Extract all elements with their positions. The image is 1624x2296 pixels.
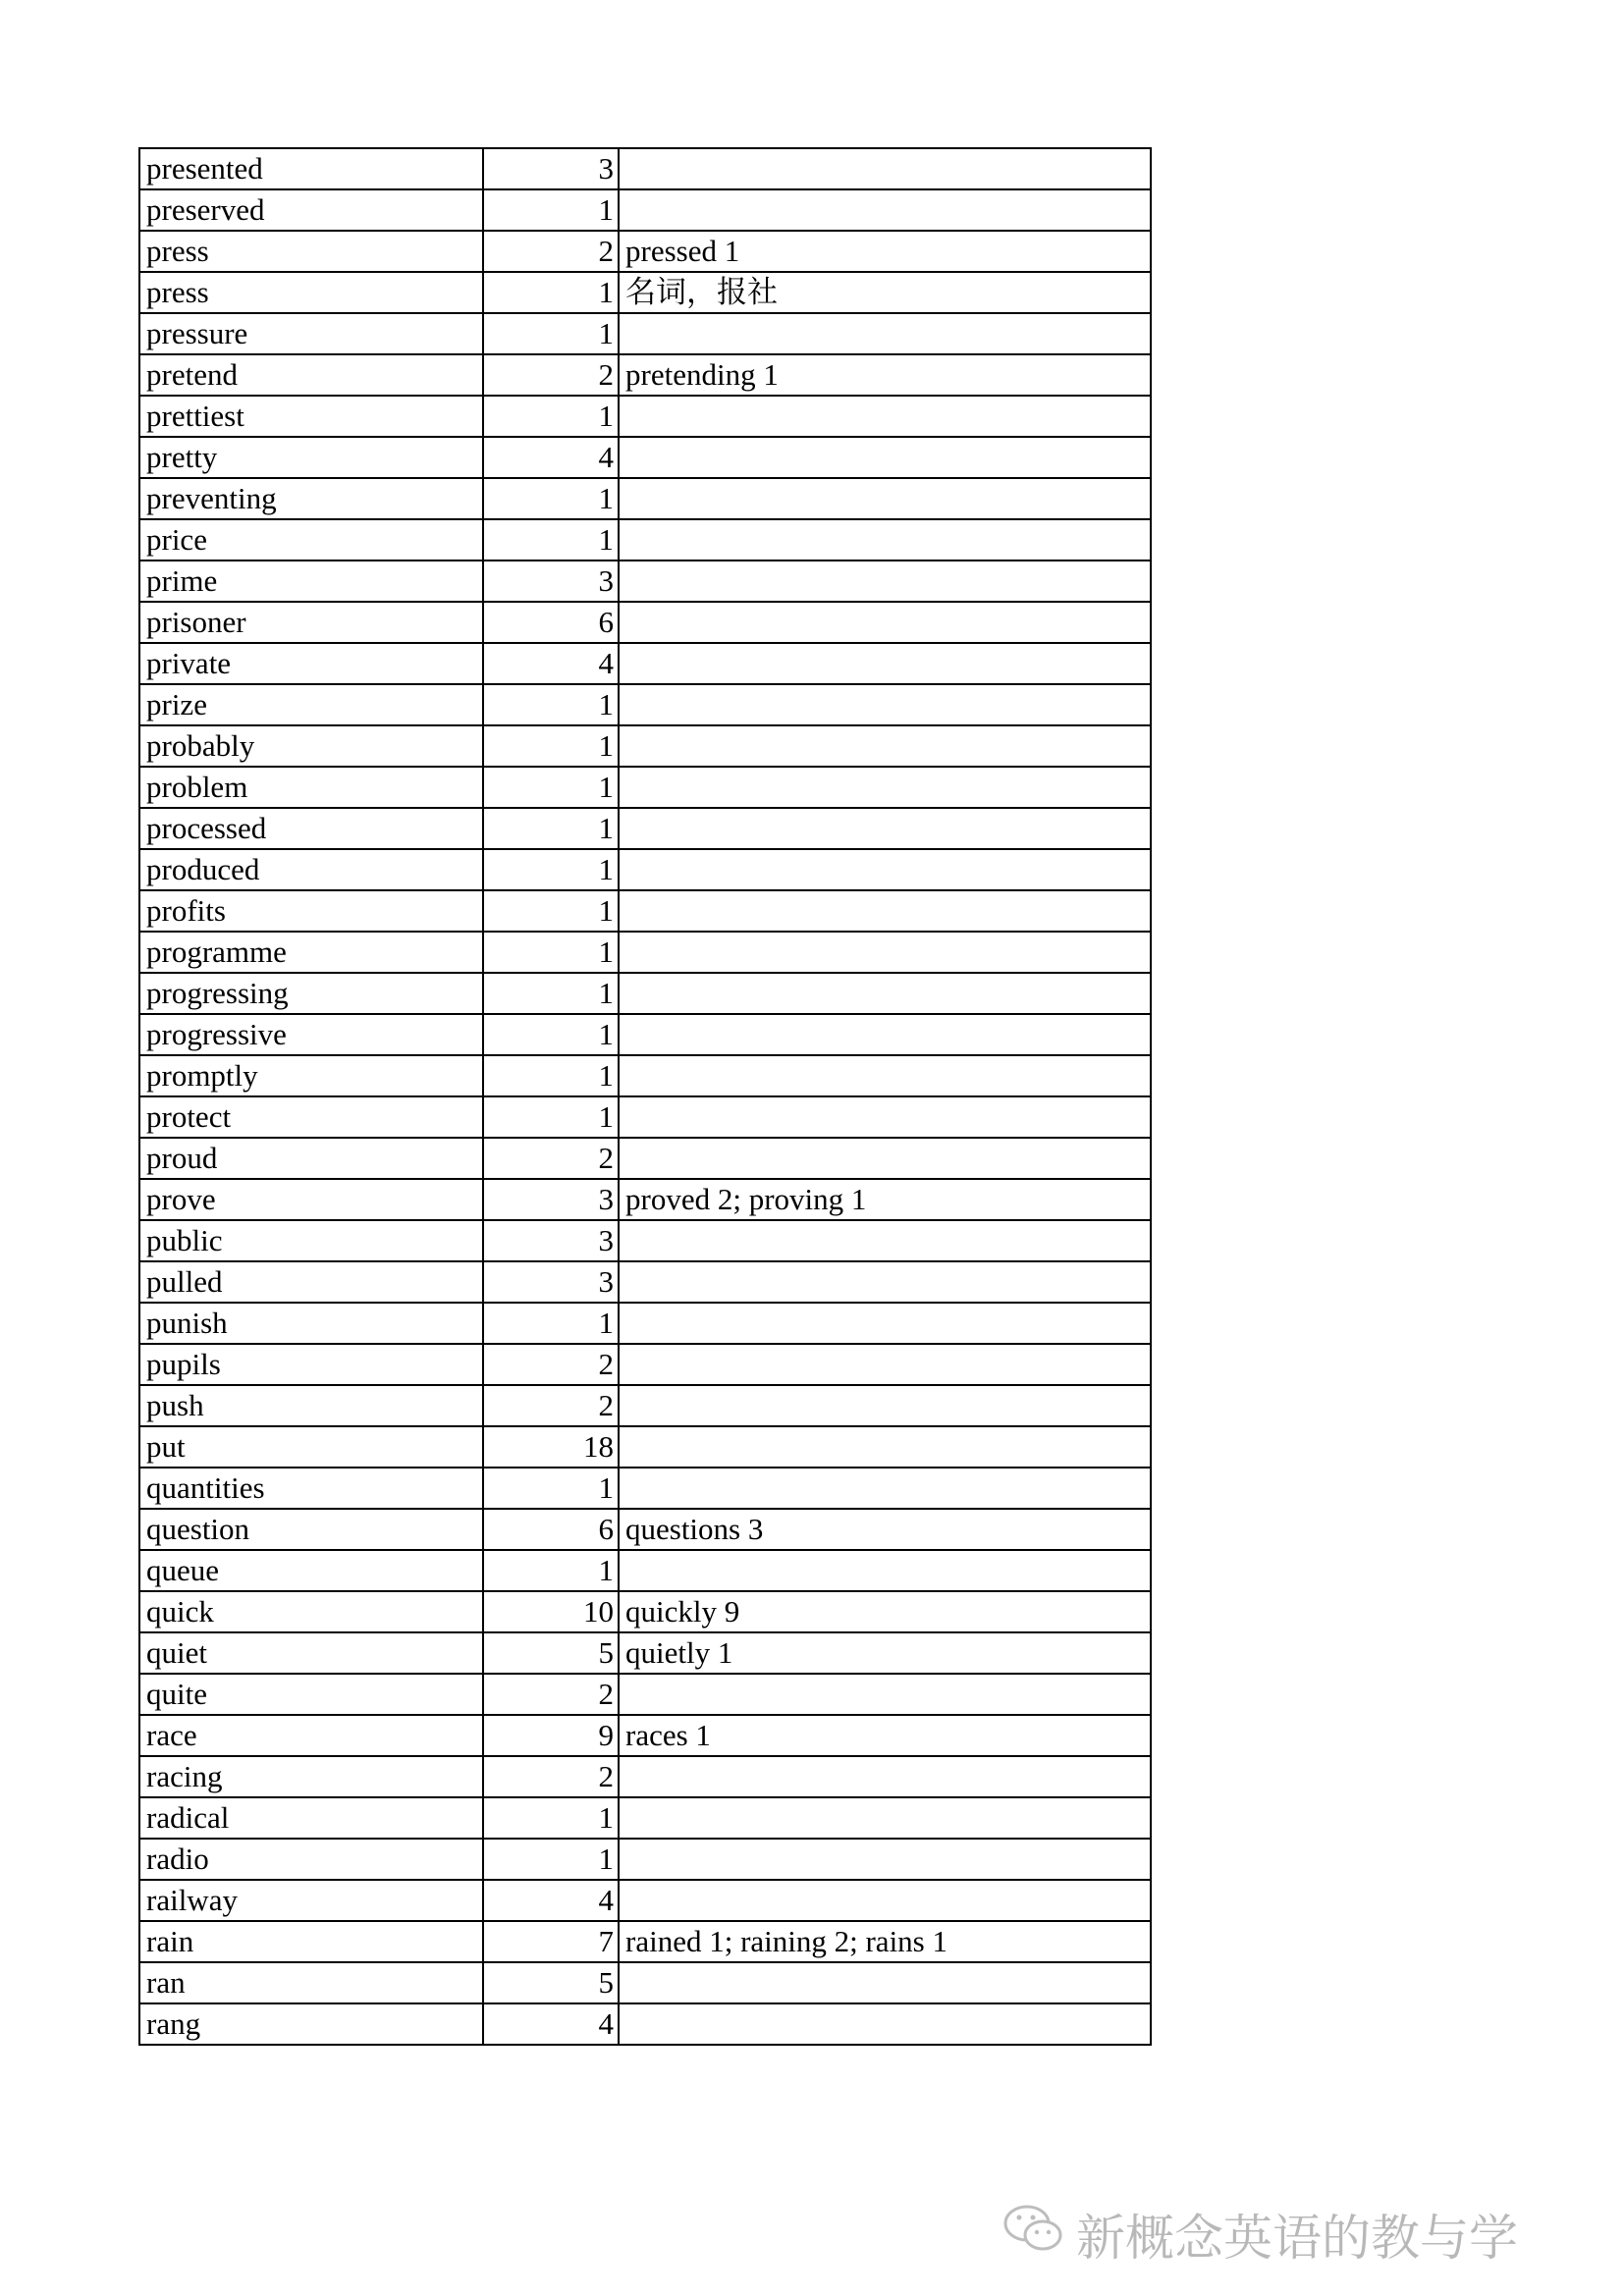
forms-cell: questions 3 xyxy=(619,1509,1151,1550)
word-cell: queue xyxy=(139,1550,483,1591)
count-cell: 6 xyxy=(483,602,619,643)
count-cell: 2 xyxy=(483,354,619,396)
forms-cell xyxy=(619,808,1151,849)
table-row xyxy=(139,519,1151,561)
table-row xyxy=(139,1756,1151,1797)
count-cell: 1 xyxy=(483,313,619,354)
forms-cell xyxy=(619,478,1151,519)
count-cell: 3 xyxy=(483,148,619,189)
count-cell: 10 xyxy=(483,1591,619,1632)
table-row xyxy=(139,1055,1151,1096)
table-row xyxy=(139,808,1151,849)
count-cell: 1 xyxy=(483,478,619,519)
table-row xyxy=(139,478,1151,519)
table-row xyxy=(139,1096,1151,1138)
count-cell: 18 xyxy=(483,1426,619,1468)
forms-cell xyxy=(619,1220,1151,1261)
forms-cell xyxy=(619,437,1151,478)
word-cell: private xyxy=(139,643,483,684)
word-cell: press xyxy=(139,272,483,313)
count-cell: 1 xyxy=(483,808,619,849)
forms-cell xyxy=(619,725,1151,767)
count-cell: 7 xyxy=(483,1921,619,1962)
table-row xyxy=(139,767,1151,808)
table-row xyxy=(139,725,1151,767)
count-cell: 3 xyxy=(483,1179,619,1220)
word-cell: railway xyxy=(139,1880,483,1921)
forms-cell: quickly 9 xyxy=(619,1591,1151,1632)
table-row xyxy=(139,932,1151,973)
count-cell: 4 xyxy=(483,437,619,478)
table-row xyxy=(139,313,1151,354)
count-cell: 2 xyxy=(483,1756,619,1797)
word-cell: progressive xyxy=(139,1014,483,1055)
word-cell: quite xyxy=(139,1674,483,1715)
forms-cell xyxy=(619,602,1151,643)
table-body xyxy=(139,148,1151,2045)
table-row xyxy=(139,561,1151,602)
table-row xyxy=(139,1468,1151,1509)
count-cell: 1 xyxy=(483,189,619,231)
count-cell: 5 xyxy=(483,1632,619,1674)
word-cell: promptly xyxy=(139,1055,483,1096)
word-cell: pulled xyxy=(139,1261,483,1303)
table-row xyxy=(139,1344,1151,1385)
count-cell: 5 xyxy=(483,1962,619,2003)
word-cell: put xyxy=(139,1426,483,1468)
word-cell: problem xyxy=(139,767,483,808)
word-cell: punish xyxy=(139,1303,483,1344)
word-cell: push xyxy=(139,1385,483,1426)
count-cell: 1 xyxy=(483,1550,619,1591)
count-cell: 4 xyxy=(483,1880,619,1921)
count-cell: 4 xyxy=(483,2003,619,2045)
count-cell: 4 xyxy=(483,643,619,684)
word-cell: preserved xyxy=(139,189,483,231)
table-row xyxy=(139,1138,1151,1179)
table-row xyxy=(139,1962,1151,2003)
count-cell: 3 xyxy=(483,561,619,602)
forms-cell xyxy=(619,1261,1151,1303)
table-row xyxy=(139,1715,1151,1756)
table-row xyxy=(139,1014,1151,1055)
table-row xyxy=(139,684,1151,725)
word-cell: preventing xyxy=(139,478,483,519)
word-cell: pretty xyxy=(139,437,483,478)
forms-cell: proved 2; proving 1 xyxy=(619,1179,1151,1220)
forms-cell xyxy=(619,849,1151,890)
table-row xyxy=(139,189,1151,231)
forms-cell xyxy=(619,1550,1151,1591)
table-row xyxy=(139,1385,1151,1426)
table-row xyxy=(139,1509,1151,1550)
table-row xyxy=(139,1797,1151,1839)
table-row xyxy=(139,1261,1151,1303)
word-frequency-table xyxy=(138,147,1152,2046)
forms-cell xyxy=(619,2003,1151,2045)
count-cell: 1 xyxy=(483,890,619,932)
word-cell: price xyxy=(139,519,483,561)
table-row xyxy=(139,602,1151,643)
forms-cell xyxy=(619,148,1151,189)
table-row xyxy=(139,1921,1151,1962)
count-cell: 1 xyxy=(483,1303,619,1344)
forms-cell xyxy=(619,1096,1151,1138)
forms-cell xyxy=(619,1962,1151,2003)
forms-cell xyxy=(619,1797,1151,1839)
forms-cell xyxy=(619,890,1151,932)
forms-cell xyxy=(619,1055,1151,1096)
table-row xyxy=(139,1550,1151,1591)
count-cell: 2 xyxy=(483,1138,619,1179)
forms-cell xyxy=(619,1756,1151,1797)
word-cell: programme xyxy=(139,932,483,973)
forms-cell xyxy=(619,1880,1151,1921)
table-row xyxy=(139,1674,1151,1715)
word-cell: prove xyxy=(139,1179,483,1220)
word-cell: public xyxy=(139,1220,483,1261)
word-cell: probably xyxy=(139,725,483,767)
word-cell: profits xyxy=(139,890,483,932)
count-cell: 2 xyxy=(483,1344,619,1385)
count-cell: 1 xyxy=(483,1014,619,1055)
forms-cell xyxy=(619,1303,1151,1344)
forms-cell: races 1 xyxy=(619,1715,1151,1756)
word-cell: prime xyxy=(139,561,483,602)
forms-cell: pressed 1 xyxy=(619,231,1151,272)
forms-cell xyxy=(619,643,1151,684)
word-cell: radio xyxy=(139,1839,483,1880)
table-row xyxy=(139,643,1151,684)
count-cell: 1 xyxy=(483,849,619,890)
forms-cell xyxy=(619,1344,1151,1385)
word-cell: protect xyxy=(139,1096,483,1138)
table-row xyxy=(139,272,1151,313)
count-cell: 1 xyxy=(483,396,619,437)
word-cell: rain xyxy=(139,1921,483,1962)
word-cell: presented xyxy=(139,148,483,189)
count-cell: 1 xyxy=(483,1797,619,1839)
word-cell: race xyxy=(139,1715,483,1756)
count-cell: 3 xyxy=(483,1261,619,1303)
forms-cell xyxy=(619,973,1151,1014)
table-row xyxy=(139,1426,1151,1468)
forms-cell: 名词，报社 xyxy=(619,272,1151,313)
forms-cell: pretending 1 xyxy=(619,354,1151,396)
count-cell: 1 xyxy=(483,1096,619,1138)
forms-cell xyxy=(619,1014,1151,1055)
table-row xyxy=(139,1179,1151,1220)
wechat-icon xyxy=(1001,2202,1076,2267)
word-cell: question xyxy=(139,1509,483,1550)
table-row xyxy=(139,1880,1151,1921)
table-row xyxy=(139,1591,1151,1632)
word-cell: processed xyxy=(139,808,483,849)
table-row xyxy=(139,2003,1151,2045)
word-cell: pupils xyxy=(139,1344,483,1385)
count-cell: 1 xyxy=(483,1055,619,1096)
word-cell: quantities xyxy=(139,1468,483,1509)
table-row xyxy=(139,890,1151,932)
count-cell: 1 xyxy=(483,519,619,561)
forms-cell: quietly 1 xyxy=(619,1632,1151,1674)
count-cell: 9 xyxy=(483,1715,619,1756)
forms-cell xyxy=(619,519,1151,561)
table-row xyxy=(139,849,1151,890)
forms-cell xyxy=(619,767,1151,808)
count-cell: 2 xyxy=(483,231,619,272)
count-cell: 1 xyxy=(483,272,619,313)
table-row xyxy=(139,1632,1151,1674)
table-row xyxy=(139,354,1151,396)
forms-cell xyxy=(619,1385,1151,1426)
word-cell: progressing xyxy=(139,973,483,1014)
table-row xyxy=(139,973,1151,1014)
forms-cell: rained 1; raining 2; rains 1 xyxy=(619,1921,1151,1962)
table-row xyxy=(139,1220,1151,1261)
forms-cell xyxy=(619,561,1151,602)
watermark-text: 新概念英语的教与学 xyxy=(1076,2210,1518,2267)
word-cell: prettiest xyxy=(139,396,483,437)
table-row xyxy=(139,1839,1151,1880)
word-cell: pressure xyxy=(139,313,483,354)
table-row xyxy=(139,396,1151,437)
count-cell: 1 xyxy=(483,932,619,973)
word-cell: quiet xyxy=(139,1632,483,1674)
word-cell: prize xyxy=(139,684,483,725)
count-cell: 1 xyxy=(483,725,619,767)
count-cell: 2 xyxy=(483,1674,619,1715)
count-cell: 1 xyxy=(483,1839,619,1880)
count-cell: 3 xyxy=(483,1220,619,1261)
word-cell: radical xyxy=(139,1797,483,1839)
forms-cell xyxy=(619,1468,1151,1509)
forms-cell xyxy=(619,932,1151,973)
forms-cell xyxy=(619,189,1151,231)
word-cell: prisoner xyxy=(139,602,483,643)
word-cell: produced xyxy=(139,849,483,890)
watermark xyxy=(1001,2199,1518,2269)
table-row xyxy=(139,231,1151,272)
word-cell: quick xyxy=(139,1591,483,1632)
word-cell: ran xyxy=(139,1962,483,2003)
forms-cell xyxy=(619,1839,1151,1880)
count-cell: 1 xyxy=(483,684,619,725)
forms-cell xyxy=(619,1426,1151,1468)
forms-cell xyxy=(619,1674,1151,1715)
word-cell: racing xyxy=(139,1756,483,1797)
table-row xyxy=(139,1303,1151,1344)
forms-cell xyxy=(619,396,1151,437)
word-cell: pretend xyxy=(139,354,483,396)
word-cell: press xyxy=(139,231,483,272)
word-cell: rang xyxy=(139,2003,483,2045)
forms-cell xyxy=(619,684,1151,725)
count-cell: 1 xyxy=(483,973,619,1014)
count-cell: 2 xyxy=(483,1385,619,1426)
table-row xyxy=(139,148,1151,189)
count-cell: 1 xyxy=(483,1468,619,1509)
count-cell: 1 xyxy=(483,767,619,808)
forms-cell xyxy=(619,1138,1151,1179)
table-row xyxy=(139,437,1151,478)
word-cell: proud xyxy=(139,1138,483,1179)
count-cell: 6 xyxy=(483,1509,619,1550)
forms-cell xyxy=(619,313,1151,354)
